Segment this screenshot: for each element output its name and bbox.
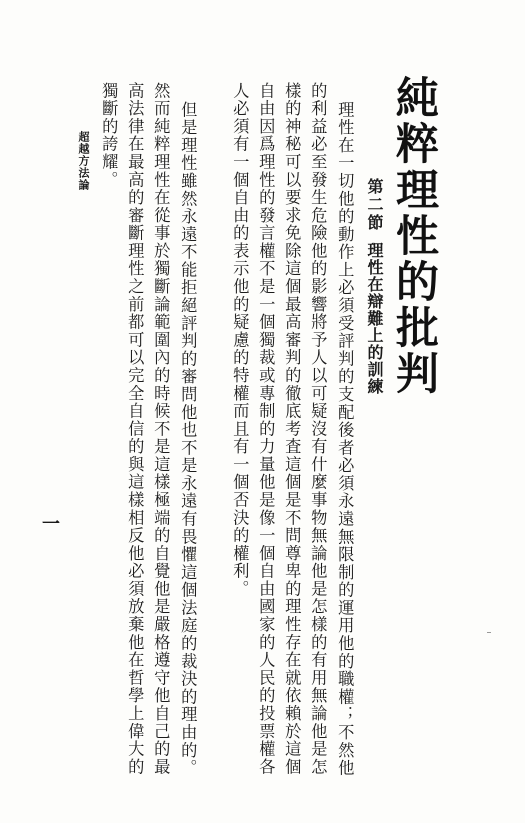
body-line: 人必須有一個自由的表示他的疑慮的特權而且有一個否決的權利。 [230,82,250,598]
body-line: 理性在一切他的動作上必須受評判的支配後者必須永遠無限制的運用他的職權；不然他 [335,101,355,778]
edge-mark [487,632,491,633]
body-line: 但是理性雖然永遠不能拒絕評判的審問他也不是永遠有畏懼這個法庭的裁決的理由的。 [178,101,198,778]
section-number: 第二節 [365,178,384,232]
book-title: 純粹理性的批判 [389,75,439,397]
body-line: 然而純粹理性在從事於獨斷論範圍內的時候不是這樣極端的自覺他是嚴格遵守他自己的最 [151,82,171,776]
page-number: 一 [39,514,60,532]
section-heading [366,178,382,395]
body-line: 高法律在最高的審斷理性之前都可以完全自信的與這樣相反他必須放棄他在哲學上偉大的 [125,82,145,776]
section-title: 理性在辯難上的訓練 [365,242,384,395]
running-foot: 超越方法論 [77,131,90,191]
body-line: 獨斷的誇耀。 [99,82,119,189]
body-line: 自由因爲理性的發言權不是一個獨裁或專制的力量他是像一個自由國家的人民的投票權各 [256,82,276,776]
body-line: 的利益必至發生危險他的影響將予人以可疑沒有什麼事物無論他是怎樣的有用無論他是怎 [308,82,328,776]
body-line: 樣的神秘可以要求免除這個最高審判的徹底考査這個是不問尊卑的理性存在就依賴於這個 [282,82,302,776]
